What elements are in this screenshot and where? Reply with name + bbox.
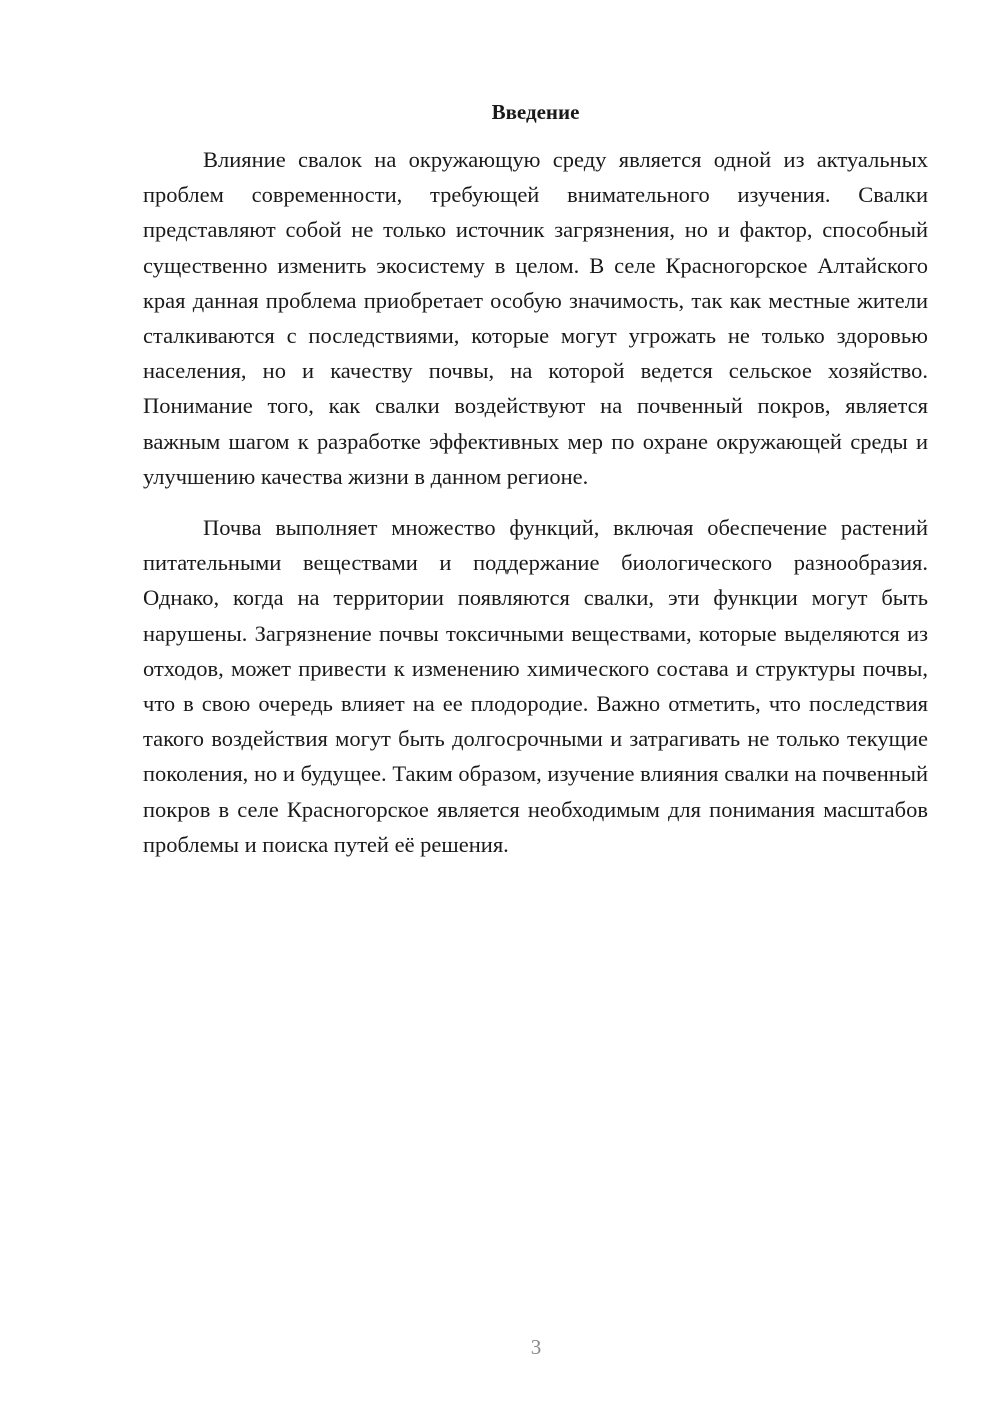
paragraph-1: Влияние свалок на окружающую среду является одной из актуальных проблем современности, требующей внимательного изучения. Свалки представляют собой не только источник загрязнения, но и фактор, способный существенно изменить экосистему в целом. В селе Красногорское Алтайского края данная проблема приобретает особую значимость, так как местные жители сталкиваются с последствиями, которые могут угрожать не только здоровью населения, но и качеству почвы, на которой ведется сельское хозяйство. Понимание того, как свалки воздействуют на почвенный покров, является важным шагом к разработке эффективных мер по охране окружающей среды и улучшению качества жизни в данном регионе. bbox=[143, 147, 928, 489]
page-number: 3 bbox=[530, 1335, 542, 1359]
paragraph-2: Почва выполняет множество функций, включая обеспечение растений питательными веществами и поддержание биологического разнообразия. Однако, когда на территории появляются свалки, эти функции могут быть нарушены. Загрязнение почвы токсичными веществами, которые выделяются из отходов, может привести к изменению химического состава и структуры почвы, что в свою очередь влияет на ее плодородие. Важно отметить, что последствия такого воздействия могут быть долгосрочными и затрагивать не только текущие поколения, но и будущее. Таким образом, изучение влияния свалки на почвенный покров в селе Красногорское является необходимым для понимания масштабов проблемы и поиска путей её решения. bbox=[143, 515, 928, 857]
section-heading: Введение bbox=[491, 100, 580, 124]
body-text bbox=[143, 142, 928, 862]
